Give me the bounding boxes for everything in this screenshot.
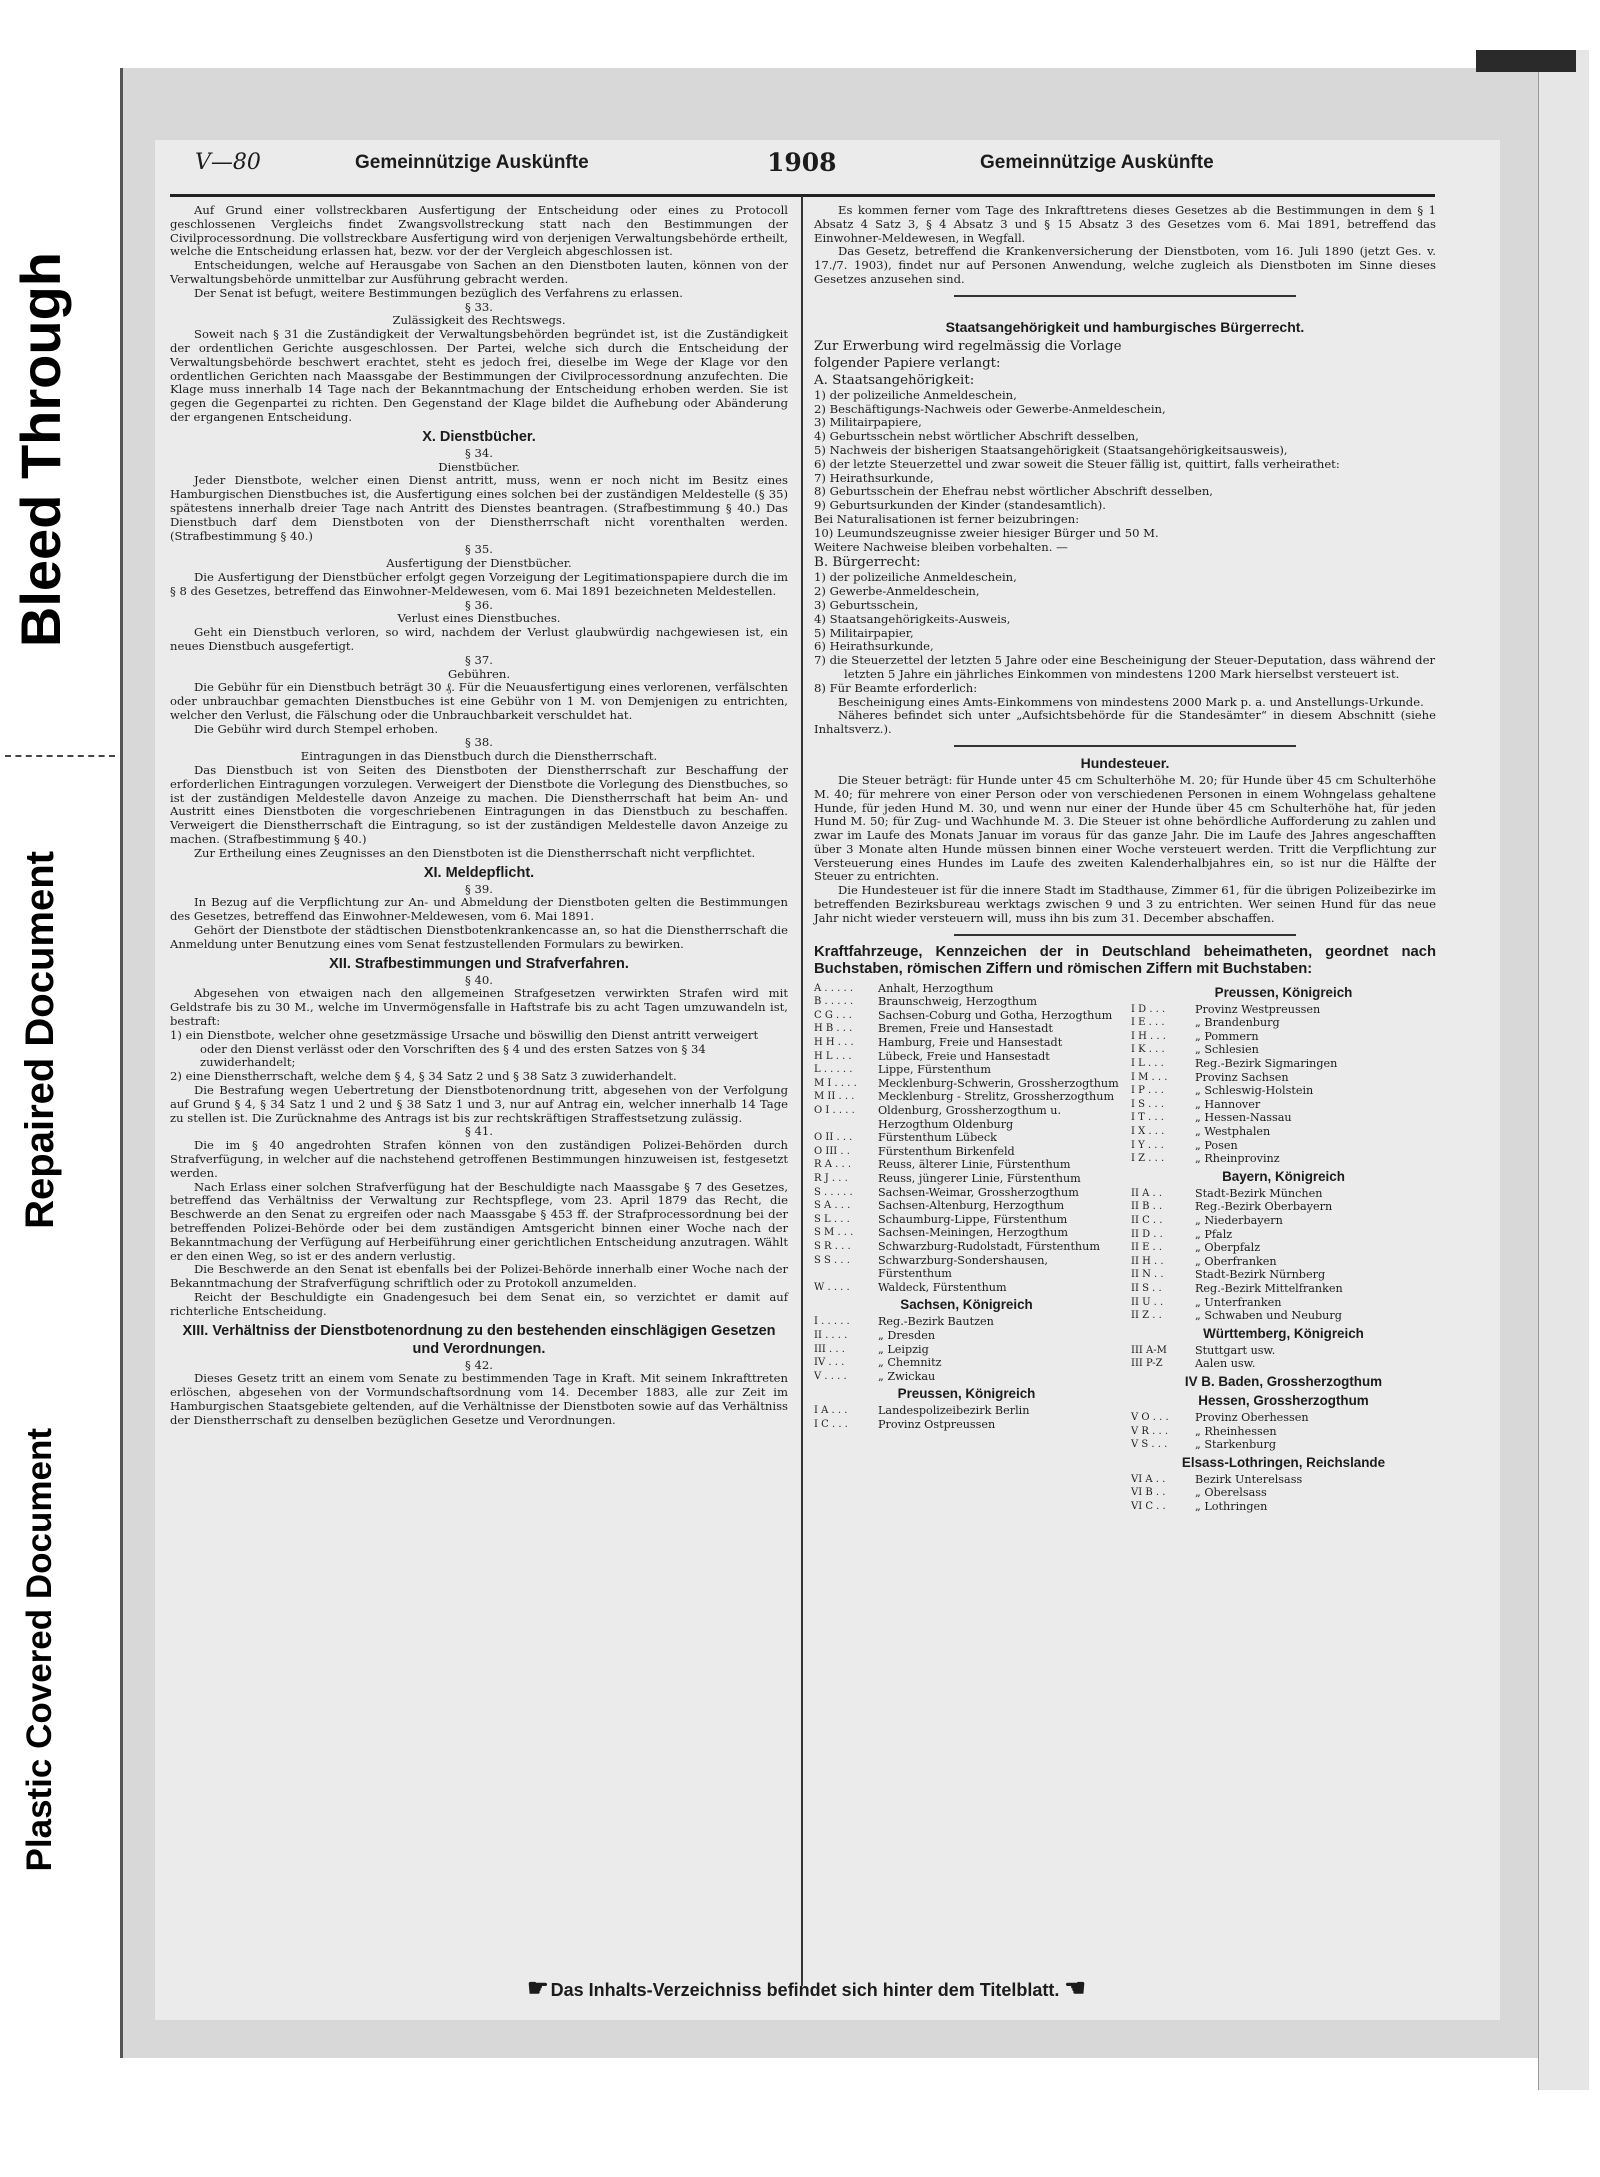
page-header	[195, 148, 1425, 184]
code-key: O III . .	[814, 1145, 850, 1157]
section-number: § 33.	[465, 299, 493, 314]
list-item: 1) der polizeiliche Anmeldeschein,	[814, 570, 1017, 585]
code-value: Provinz Westpreussen	[1195, 1002, 1321, 1016]
code-value: Fürstenthum Birkenfeld	[878, 1144, 1015, 1158]
code-row	[814, 1172, 1119, 1186]
paragraph: Es kommen ferner vom Tage des Inkrafttretens dieses Gesetzes ab die Bestimmungen in dem § 1 Absatz 4 Satz 3, § 4 Absatz 3 und § 15 Absatz 3 des Gesetzes vom 6. Mai 1891, betreffend das Einwohner-Meldewesen, in Wegfall.	[814, 203, 1436, 245]
code-key: II C . .	[1131, 1214, 1163, 1226]
code-row	[814, 1343, 1119, 1357]
code-key: O I . . . .	[814, 1105, 855, 1117]
bleed-through-label: Bleed Through	[8, 252, 72, 648]
vehicle-codes-left	[814, 982, 1119, 1514]
paragraph: Nach Erlass einer solchen Strafverfügung hat der Beschuldigte nach Maassgabe § 7 des Gesetzes, betreffend das Verhältniss der Verwaltung zur Rechtspflege, vom 23. April 1879 das Recht, die Beschwerde an den Senat zu ergreifen oder nach Maassgabe § 453 ff. der Strafprocessordnung bei der betreffenden Polizei-Behörde oder bei dem zuständigen Amtsgericht binnen einer Woche nach der Bekanntmachung der Verfügung auf Herbeiführung einer gerichtlichen Entscheidung anzutragen. Wählt er den einen Weg, so ist er des andern verlustig.	[170, 1179, 788, 1263]
code-row	[1131, 1030, 1436, 1044]
dog-tax-heading: Hundesteuer.	[1080, 754, 1170, 771]
code-value: „ Unterfranken	[1195, 1295, 1282, 1309]
code-row	[814, 1356, 1119, 1370]
region-heading: Elsass-Lothringen, Reichslande	[1181, 1454, 1386, 1470]
code-row	[1131, 1309, 1436, 1323]
plastic-covered-label: Plastic Covered Document	[20, 1428, 59, 1872]
code-key: IV . . .	[814, 1357, 845, 1369]
list-item: 3) Militairpapiere,	[814, 415, 922, 430]
code-key: V O . . .	[1131, 1411, 1169, 1423]
code-row	[1131, 1098, 1436, 1112]
paragraph: Die Gebühr wird durch Stempel erhoben.	[194, 721, 439, 736]
code-value: „ Pommern	[1195, 1029, 1259, 1043]
code-key: M I . . . .	[814, 1077, 857, 1089]
code-row	[1131, 1438, 1436, 1452]
header-year: 1908	[767, 148, 837, 177]
paragraph: Die im § 40 angedrohten Strafen können von den zuständigen Polizei-Behörden durch Strafverfügung, in welcher auf die nachstehend getroffenen Bestimmungen hinzuweisen ist, festgesetzt werden.	[170, 1138, 788, 1180]
code-key: I M . . .	[1131, 1071, 1168, 1083]
chapter-heading: XIII. Verhältniss der Dienstbotenordnung zu den bestehenden einschlägigen Gesetzen und Verordnungen.	[182, 1322, 776, 1357]
code-value: Stuttgart usw.	[1195, 1343, 1276, 1357]
code-key: H L . . .	[814, 1050, 852, 1062]
section-number: § 37.	[465, 652, 493, 667]
code-row	[1131, 1187, 1436, 1201]
section-title: Eintragungen in das Dienstbuch durch die Dienstherrschaft.	[300, 749, 658, 764]
code-value: „ Niederbayern	[1195, 1213, 1283, 1227]
code-value: Sachsen-Coburg und Gotha, Herzogthum	[878, 1008, 1113, 1022]
paragraph: Jeder Dienstbote, welcher einen Dienst antritt, muss, wenn er noch nicht im Besitz eines Hamburgischen Dienstbuches ist, die Ausfertigung eines solchen bei der zuständigen Meldestelle (§ 35) spätestens innerhalb dreier Tage nach Antritt des Dienstes beantragen. (Strafbestimmung § 40.) Das Dienstbuch darf dem Dienstboten von der Dienstherrschaft nicht vorenthalten werden. (Strafbestimmung § 40.)	[170, 473, 788, 543]
chapter-heading: XI. Meldepflicht.	[423, 864, 535, 881]
code-key: VI C . .	[1131, 1500, 1166, 1512]
code-value: „ Starkenburg	[1195, 1438, 1277, 1452]
section-number: § 41.	[465, 1124, 493, 1139]
region-heading: Hessen, Grossherzogthum	[1198, 1392, 1369, 1408]
code-key: II S . .	[1131, 1282, 1162, 1294]
code-key: I T . . .	[1131, 1112, 1164, 1124]
list-item: 7) die Steuerzettel der letzten 5 Jahre oder eine Bescheinigung der Steuer-Deputation, dass während der letzten 5 Jahre ein jährliches Einkommen von mindestens 1200 Mark hierselbst versteuert ist.	[814, 653, 1435, 681]
list-item: 7) Heirathsurkunde,	[814, 470, 934, 485]
code-value: „ Dresden	[878, 1328, 936, 1342]
code-value: Mecklenburg-Schwerin, Grossherzogthum	[878, 1076, 1119, 1090]
paragraph: Auf Grund einer vollstreckbaren Ausfertigung der Entscheidung oder eines zu Protocoll geschlossenen Vergleichs findet Zwangsvollstreckung statt nach den Bestimmungen der Civilprocessordnung. Die vollstreckbare Ausfertigung wird von derjenigen Verwaltungsbehörde ertheilt, welche die Entscheidung erlassen hat, bezw. vor der der Vergleich abgeschlossen ist.	[170, 203, 788, 259]
list-item: 2) eine Dienstherrschaft, welche dem § 4, § 34 Satz 2 und § 38 Satz 3 zuwiderhandelt.	[170, 1069, 677, 1084]
code-value: „ Oberelsass	[1195, 1486, 1267, 1500]
code-row	[814, 1418, 1119, 1432]
citizenship-heading: Staatsangehörigkeit und hamburgisches Bürgerrecht.	[945, 318, 1305, 335]
code-value: Stadt-Bezirk Nürnberg	[1195, 1268, 1326, 1282]
list-item: 4) Staatsangehörigkeits-Ausweis,	[814, 611, 1011, 626]
code-value: Reg.-Bezirk Sigmaringen	[1195, 1057, 1338, 1071]
code-row	[1131, 1214, 1436, 1228]
code-row	[814, 1404, 1119, 1418]
code-row	[814, 1036, 1119, 1050]
repaired-document-label: Repaired Document	[17, 851, 62, 1229]
code-key: II D . .	[1131, 1228, 1163, 1240]
code-value: „ Oberpfalz	[1195, 1241, 1261, 1255]
list-item: 8) Geburtsschein der Ehefrau nebst wörtlicher Abschrift desselben,	[814, 484, 1213, 499]
code-row	[814, 1009, 1119, 1023]
code-row	[1131, 1473, 1436, 1487]
paragraph: Soweit nach § 31 die Zuständigkeit der Verwaltungsbehörden begründet ist, ist die Zuständigkeit der ordentlichen Gerichte ausgeschlossen. Der Partei, welche sich durch die Entscheidung der Verwaltungsbehörde beschwert erachtet, steht es jedoch frei, dieselbe im Wege der Klage vor den ordentlichen Gerichten nach Maassgabe der Bestimmungen der Civilprocessordnung anzufechten. Die Klage muss innerhalb 14 Tage nach der Bekanntmachung der Entscheidung erhoben werden. Sie ist gegen die Gegenpartei zu richten. Den Gegenstand der Klage bildet die Aufhebung oder Abänderung der ergangenen Entscheidung.	[170, 327, 788, 424]
code-key: H B . . .	[814, 1023, 853, 1035]
penalty-list	[170, 1029, 788, 1084]
code-value: Waldeck, Fürstenthum	[878, 1280, 1007, 1294]
paragraph: Die Beschwerde an den Senat ist ebenfalls bei der Polizei-Behörde innerhalb einer Woche nach der Bekanntmachung der Strafverfügung schriftlich oder zu Protokoll anzumelden.	[170, 1262, 788, 1291]
code-value: Sachsen-Meiningen, Herzogthum	[878, 1226, 1068, 1240]
code-value: Oldenburg, Grossherzogthum u. Herzogthum Oldenburg	[878, 1104, 1062, 1131]
list-item: Bei Naturalisationen ist ferner beizubringen:	[814, 511, 1080, 526]
region-heading: Preussen, Königreich	[897, 1386, 1036, 1402]
vehicle-codes-heading: Kraftfahrzeuge, Kennzeichen der in Deutschland beheimatheten, geordnet nach Buchstaben, römischen Ziffern und römischen Ziffern mit Buchstaben:	[814, 943, 1436, 977]
paragraph: Gehört der Dienstbote der städtischen Dienstbotenkrankencasse an, so hat die Dienstherrschaft die Anmeldung unter Benutzung eines vom Senat festzustellenden Formulars zu bewirken.	[170, 923, 788, 951]
paragraph: Die Hundesteuer ist für die innere Stadt im Stadthause, Zimmer 61, für die übrigen Polizeibezirke im betreffenden Bezirksbureau werktags zwischen 9 und 3 zu entrichten. Wer seinen Hund für das neue Jahr nicht wieder versteuern will, muss ihn bis zum 31. December abschaffen.	[814, 883, 1436, 925]
code-value: Reuss, jüngerer Linie, Fürstenthum	[878, 1171, 1081, 1185]
header-title-right: Gemeinnützige Auskünfte	[980, 152, 1214, 173]
code-key: L . . . . .	[814, 1064, 853, 1076]
section-rule	[954, 295, 1296, 297]
code-key: II E . .	[1131, 1242, 1163, 1254]
list-item: 9) Geburtsurkunden der Kinder (standesamtlich).	[814, 498, 1106, 513]
region-heading: Preussen, Königreich	[1214, 984, 1353, 1000]
code-row	[1131, 1268, 1436, 1282]
code-key: H H . . .	[814, 1037, 854, 1049]
region-heading: Württemberg, Königreich	[1203, 1325, 1364, 1341]
code-row	[814, 982, 1119, 996]
lead-text: folgender Papiere verlangt:	[814, 355, 1001, 371]
code-key: I K . . .	[1131, 1044, 1165, 1056]
section-title: Zulässigkeit des Rechtswegs.	[392, 313, 566, 328]
code-row	[814, 1226, 1119, 1240]
paragraph: Dieses Gesetz tritt an einem vom Senate zu bestimmenden Tage in Kraft. Mit seinem Inkrafttreten erlöschen, abgesehen von der Vormundschaftsordnung vom 14. December 1883, alle zur Zeit im Hamburgischen Staatsgebiete geltenden, auf die Verhältnisse der Dienstboten sowie auf das Verhältniss der Dienstherrschaft zu denselben bezüglichen Gesetze und Verordnungen.	[170, 1371, 788, 1427]
code-key: II B . .	[1131, 1201, 1163, 1213]
code-row	[814, 1145, 1119, 1159]
code-value: Reg.-Bezirk Mittelfranken	[1195, 1281, 1343, 1295]
list-item: 2) Beschäftigungs-Nachweis oder Gewerbe-Anmeldeschein,	[814, 401, 1166, 416]
code-key: I A . . .	[814, 1405, 848, 1417]
binder-tab	[1476, 50, 1576, 72]
chapter-heading: X. Dienstbücher.	[422, 428, 536, 445]
code-key: O II . . .	[814, 1132, 853, 1144]
code-row	[1131, 1425, 1436, 1439]
lead-text: Zur Erwerbung wird regelmässig die Vorlage	[814, 338, 1122, 354]
code-key: I E . . .	[1131, 1017, 1165, 1029]
list-item: 5) Nachweis der bisherigen Staatsangehörigkeit (Staatsangehörigkeitsausweis),	[814, 442, 1288, 457]
citizenship-documents-list	[814, 389, 1436, 555]
list-item: 6) der letzte Steuerzettel und zwar soweit die Steuer fällig ist, quittirt, falls verheirathet:	[814, 456, 1340, 471]
code-key: S . . . . .	[814, 1186, 853, 1198]
code-row	[1131, 1057, 1436, 1071]
code-value: Anhalt, Herzogthum	[878, 981, 994, 995]
code-value: Aalen usw.	[1195, 1357, 1256, 1371]
section-number: § 38.	[465, 735, 493, 750]
code-row	[814, 1077, 1119, 1091]
paragraph: In Bezug auf die Verpflichtung zur An- und Abmeldung der Dienstboten gelten die Bestimmungen des Gesetzes, betreffend das Einwohner-Meldewesen, vom 6. Mai 1891.	[170, 895, 788, 924]
code-key: VI B . .	[1131, 1487, 1166, 1499]
code-row	[1131, 1003, 1436, 1017]
code-row	[1131, 1282, 1436, 1296]
code-value: „ Zwickau	[878, 1369, 936, 1383]
code-value: „ Schlesien	[1195, 1043, 1259, 1057]
code-value: „ Hannover	[1195, 1097, 1261, 1111]
footer-note: ☛ Das Inhalts-Verzeichniss befindet sich hinter dem Titelblatt. ☚	[527, 1975, 1083, 2002]
code-row	[814, 1131, 1119, 1145]
code-row	[814, 1063, 1119, 1077]
vehicle-codes-table	[814, 982, 1436, 1514]
section-number: § 36.	[465, 597, 493, 612]
code-value: Fürstenthum Lübeck	[878, 1131, 997, 1145]
list-item: 10) Leumundszeugnisse zweier hiesiger Bürger und 50 M.	[814, 525, 1159, 540]
code-row	[814, 1240, 1119, 1254]
code-value: „ Brandenburg	[1195, 1016, 1280, 1030]
section-rule	[954, 745, 1296, 747]
code-row	[1131, 1043, 1436, 1057]
code-key: V R . . .	[1131, 1425, 1169, 1437]
section-number: § 34.	[465, 445, 493, 460]
list-item: 4) Geburtsschein nebst wörtlicher Abschrift desselben,	[814, 429, 1139, 444]
section-title: Gebühren.	[447, 666, 511, 681]
code-row	[1131, 1241, 1436, 1255]
paragraph: Näheres befindet sich unter „Aufsichtsbehörde für die Standesämter“ in diesem Abschnitt (siehe Inhaltsverz.).	[814, 708, 1436, 737]
list-item: 1) der polizeiliche Anmeldeschein,	[814, 387, 1017, 402]
code-key: I C . . .	[814, 1418, 848, 1430]
code-row	[1131, 1016, 1436, 1030]
subsection-heading: A. Staatsangehörigkeit:	[814, 372, 975, 388]
header-title-left: Gemeinnützige Auskünfte	[355, 152, 589, 173]
code-key: I Y . . .	[1131, 1139, 1164, 1151]
code-row	[814, 1090, 1119, 1104]
code-value: „ Pfalz	[1195, 1227, 1233, 1241]
code-row	[1131, 1344, 1436, 1358]
code-value: Schwarzburg-Rudolstadt, Fürstenthum	[878, 1239, 1100, 1253]
code-row	[814, 1022, 1119, 1036]
code-key: I L . . .	[1131, 1058, 1164, 1070]
code-key: II . . . .	[814, 1329, 848, 1341]
code-row	[814, 1281, 1119, 1295]
code-row	[814, 1315, 1119, 1329]
code-row	[1131, 1139, 1436, 1153]
section-number: § 42.	[465, 1357, 493, 1372]
code-value: Bezirk Unterelsass	[1195, 1472, 1303, 1486]
paragraph: Das Gesetz, betreffend die Krankenversicherung der Dienstboten, vom 16. Juli 1890 (jetzt Ges. v. 17./7. 1903), findet nur auf Personen Anwendung, welche zugleich als Dienstboten im Sinne dieses Gesetzes anzusehen sind.	[814, 244, 1436, 286]
code-value: „ Posen	[1195, 1138, 1238, 1152]
paragraph: Die Gebühr für ein Dienstbuch beträgt 30 ₰. Für die Neuausfertigung eines verlorenen, verfälschten oder unbrauchbar gemachten Dienstbuches ist eine Gebühr von 1 M. von Demjenigen zu entrichten, welcher den Verlust, die Fälschung oder die Unbrauchbarkeit verschuldet hat.	[170, 680, 788, 722]
code-row	[814, 1050, 1119, 1064]
region-heading: Bayern, Königreich	[1222, 1168, 1345, 1184]
section-title: Ausfertigung der Dienstbücher.	[386, 556, 572, 571]
code-value: Lübeck, Freie und Hansestadt	[878, 1049, 1050, 1063]
paragraph: Zur Ertheilung eines Zeugnisses an den Dienstboten ist die Dienstherrschaft nicht verpflichtet.	[194, 845, 756, 860]
paragraph: Die Steuer beträgt: für Hunde unter 45 cm Schulterhöhe M. 20; für Hunde über 45 cm Schulterhöhe M. 40; für mehrere von einer Person oder von verschiedenen Personen in einem Wohngelass gehaltene Hunde, für jeden Hund M. 30, und wenn nur einer der Hunde über 45 cm Schulterhöhe hat, für jeden Hund M. 50; für Zug- und Wachhunde M. 3. Die Steuer ist ohne behördliche Aufforderung zu zahlen und zwar im Laufe des Monats Januar im voraus für das ganze Jahr. Die im Laufe des Jahres angeschafften über 3 Monate alten Hunde müssen binnen einer Woche versteuert werden. Tritt die Verpflichtung zur Versteuerung eines Hundes im Laufe des zweiten Kalenderhalbjahres ein, so ist nur die Hälfte der Steuer zu entrichten.	[814, 772, 1436, 884]
code-value: Sachsen-Altenburg, Herzogthum	[878, 1199, 1065, 1213]
paragraph: Das Dienstbuch ist von Seiten des Dienstboten der Dienstherrschaft zur Beschaffung der erforderlichen Eintragungen vorzulegen. Verweigert der Dienstbote die Vorlegung des Dienstbuches, so ist der zuständigen Meldestelle davon Anzeige zu machen. Die Dienstherrschaft hat beim An- und Austritt eines Dienstboten die vorgeschriebenen Eintragungen in das Dienstbuch zu beschaffen. Verweigert die Dienstherrschaft die Eintragung, so ist der zuständigen Meldestelle davon Anzeige zu machen. (Strafbestimmung § 40.)	[170, 763, 788, 847]
left-column	[170, 204, 788, 1428]
code-value: Hamburg, Freie und Hansestadt	[878, 1036, 1063, 1050]
code-key: II A . .	[1131, 1187, 1163, 1199]
code-row	[814, 1158, 1119, 1172]
code-value: Stadt-Bezirk München	[1195, 1186, 1323, 1200]
paragraph: Die Bestrafung wegen Uebertretung der Dienstbotenordnung tritt, abgesehen von der Verfolgung auf Grund § 4, § 34 Satz 1 und 2 und § 38 Satz 1 und 3, nur auf Antrag ein, welcher innerhalb 14 Tage zu stellen ist. Die Zurücknahme des Antrags ist bis zur rechtskräftigen Straffestsetzung zulässig.	[170, 1083, 788, 1125]
code-key: S A . . .	[814, 1200, 851, 1212]
code-key: I P . . .	[1131, 1085, 1164, 1097]
code-value: „ Lothringen	[1195, 1499, 1268, 1513]
paragraph: Der Senat ist befugt, weitere Bestimmungen bezüglich des Verfahrens zu erlassen.	[194, 285, 683, 300]
code-row	[1131, 1500, 1436, 1514]
list-item: Weitere Nachweise bleiben vorbehalten. —	[814, 539, 1068, 554]
code-value: Landespolizeibezirk Berlin	[878, 1404, 1030, 1418]
code-value: Provinz Sachsen	[1195, 1070, 1289, 1084]
list-item: 1) ein Dienstbote, welcher ohne gesetzmässige Ursache und böswillig den Dienst antritt verweigert oder den Dienst verlässt oder den Vorschriften des § 4 und des ersten Satzes von § 34 zuwiderhandelt;	[170, 1027, 759, 1070]
section-number: § 39.	[465, 881, 493, 896]
code-key: I D . . .	[1131, 1003, 1166, 1015]
dashed-divider	[5, 755, 115, 757]
code-key: C G . . .	[814, 1009, 852, 1021]
section-number: § 40.	[465, 972, 493, 987]
section-title: Dienstbücher.	[438, 459, 520, 474]
vehicle-codes-right	[1131, 982, 1436, 1514]
code-value: „ Oberfranken	[1195, 1254, 1277, 1268]
code-value: „ Schleswig-Holstein	[1195, 1084, 1314, 1098]
code-key: W . . . .	[814, 1281, 850, 1293]
code-value: Schaumburg-Lippe, Fürstenthum	[878, 1212, 1068, 1226]
region-heading: Sachsen, Königreich	[900, 1297, 1033, 1313]
section-title: Verlust eines Dienstbuches.	[397, 611, 561, 626]
code-value: „ Rheinhessen	[1195, 1424, 1277, 1438]
chapter-heading: XII. Strafbestimmungen und Strafverfahren.	[329, 955, 629, 972]
subsection-heading: B. Bürgerrecht:	[814, 555, 921, 571]
region-heading: IV B. Baden, Grossherzogthum	[1184, 1373, 1383, 1389]
code-row	[1131, 1255, 1436, 1269]
code-key: I Z . . .	[1131, 1153, 1165, 1165]
code-row	[814, 995, 1119, 1009]
code-value: „ Rheinprovinz	[1195, 1152, 1280, 1166]
code-key: II N . .	[1131, 1269, 1164, 1281]
code-row	[1131, 1125, 1436, 1139]
code-key: S M . . .	[814, 1227, 854, 1239]
code-key: I X . . .	[1131, 1126, 1165, 1138]
code-value: Bremen, Freie und Hansestadt	[878, 1022, 1053, 1036]
list-item: 3) Geburtsschein,	[814, 597, 919, 612]
code-value: Sachsen-Weimar, Grossherzogthum	[878, 1185, 1079, 1199]
code-value: Mecklenburg - Strelitz, Grossherzogthum	[878, 1090, 1115, 1104]
section-number: § 35.	[465, 542, 493, 557]
code-key: R J . . .	[814, 1172, 848, 1184]
code-key: B . . . . .	[814, 996, 854, 1008]
code-key: R A . . .	[814, 1159, 852, 1171]
code-key: A . . . . .	[814, 982, 854, 994]
code-value: Reg.-Bezirk Bautzen	[878, 1315, 994, 1329]
binder-edge	[1538, 50, 1589, 2090]
code-key: M II . . .	[814, 1091, 855, 1103]
code-key: II U . .	[1131, 1296, 1164, 1308]
code-row	[1131, 1200, 1436, 1214]
code-key: III . . .	[814, 1343, 845, 1355]
code-row	[814, 1329, 1119, 1343]
code-value: „ Leipzig	[878, 1342, 929, 1356]
code-row	[1131, 1152, 1436, 1166]
code-key: S L . . .	[814, 1213, 850, 1225]
code-value: Lippe, Fürstenthum	[878, 1063, 991, 1077]
code-key: S R . . .	[814, 1240, 851, 1252]
paragraph: Reicht der Beschuldigte ein Gnadengesuch bei dem Senat ein, so verzichtet er damit auf richterliche Entscheidung.	[170, 1289, 788, 1318]
code-row	[1131, 1411, 1436, 1425]
list-item: 5) Militairpapier,	[814, 625, 914, 640]
code-row	[814, 1254, 1119, 1281]
code-row	[814, 1104, 1119, 1131]
code-key: I . . . . .	[814, 1316, 850, 1328]
list-item: 2) Gewerbe-Anmeldeschein,	[814, 584, 980, 599]
code-value: Reuss, älterer Linie, Fürstenthum	[878, 1158, 1071, 1172]
list-item: 6) Heirathsurkunde,	[814, 639, 934, 654]
code-value: Schwarzburg-Sondershausen, Fürstenthum	[878, 1253, 1048, 1281]
code-value: „ Schwaben und Neuburg	[1195, 1309, 1342, 1323]
code-row	[814, 1370, 1119, 1384]
list-item: 8) Für Beamte erforderlich:	[814, 680, 978, 695]
code-value: „ Hessen-Nassau	[1195, 1111, 1292, 1125]
code-value: „ Chemnitz	[878, 1356, 942, 1370]
code-row	[1131, 1228, 1436, 1242]
code-key: I S . . .	[1131, 1098, 1165, 1110]
code-key: V . . . .	[814, 1370, 847, 1382]
column-divider	[801, 196, 803, 1986]
page-number: V—80	[195, 150, 261, 175]
code-key: VI A . .	[1131, 1473, 1166, 1485]
code-value: Reg.-Bezirk Oberbayern	[1195, 1200, 1333, 1214]
code-row	[1131, 1084, 1436, 1098]
code-row	[1131, 1111, 1436, 1125]
paragraph: Abgesehen von etwaigen nach den allgemeinen Strafgesetzen verwirkten Strafen wird mit Geldstrafe bis zu 30 M., welche im Unvermögensfalle in Haftstrafe bis zu acht Tagen umzuwandeln ist, bestraft:	[170, 986, 788, 1029]
code-value: Provinz Oberhessen	[1195, 1410, 1309, 1424]
right-column	[814, 204, 1436, 1513]
paragraph: Geht ein Dienstbuch verloren, so wird, nachdem der Verlust glaubwürdig nachgewiesen ist, ein neues Dienstbuch ausgefertigt.	[170, 625, 788, 653]
code-row	[1131, 1486, 1436, 1500]
code-row	[814, 1186, 1119, 1200]
code-row	[1131, 1071, 1436, 1085]
pointing-hand-icon: ☚	[1064, 1975, 1083, 2002]
code-value: Braunschweig, Herzogthum	[878, 995, 1037, 1009]
code-row	[1131, 1357, 1436, 1371]
code-row	[1131, 1296, 1436, 1310]
paragraph: Bescheinigung eines Amts-Einkommens von mindestens 2000 Mark p. a. und Anstellungs-Urkunde.	[838, 694, 1424, 709]
paragraph: Entscheidungen, welche auf Herausgabe von Sachen an den Dienstboten lauten, können von der Verwaltungsbehörde unmittelbar zur Ausführung gebracht werden.	[170, 258, 788, 286]
code-row	[814, 1213, 1119, 1227]
code-key: II Z . .	[1131, 1310, 1162, 1322]
paragraph: Die Ausfertigung der Dienstbücher erfolgt gegen Vorzeigung der Legitimationspapiere durch die im § 8 des Gesetzes, betreffend das Einwohner-Meldewesen, vom 6. Mai 1891 bezeichneten Meldestellen.	[170, 569, 788, 598]
code-value: „ Westphalen	[1195, 1125, 1271, 1139]
pointing-hand-icon: ☛	[527, 1975, 546, 2002]
code-key: III A-M	[1131, 1344, 1167, 1356]
section-rule	[954, 934, 1296, 936]
code-row	[814, 1199, 1119, 1213]
code-key: V S . . .	[1131, 1439, 1168, 1451]
code-value: Provinz Ostpreussen	[878, 1417, 996, 1431]
code-key: I H . . .	[1131, 1030, 1166, 1042]
code-key: II H . .	[1131, 1255, 1164, 1267]
code-key: III P-Z	[1131, 1358, 1163, 1370]
civic-rights-documents-list	[814, 571, 1436, 695]
code-key: S S . . .	[814, 1254, 850, 1266]
